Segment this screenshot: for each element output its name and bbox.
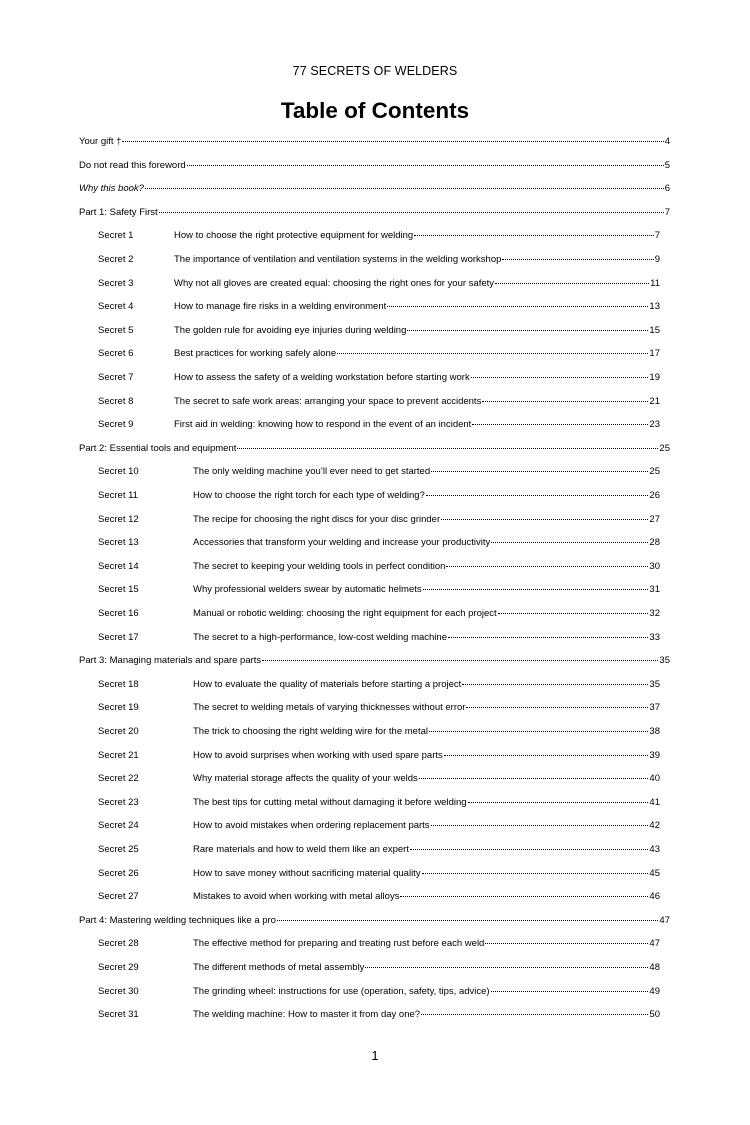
dot-leader <box>468 801 649 803</box>
toc-entry-page: 5 <box>664 159 670 171</box>
dot-leader <box>466 706 648 708</box>
dot-leader <box>491 990 649 992</box>
toc-entry-label: Secret 29 <box>98 962 139 973</box>
toc-secret-entry[interactable] <box>98 961 660 975</box>
toc-entry-page: 45 <box>649 867 660 879</box>
page-number: 1 <box>371 1048 379 1063</box>
toc-entry-page: 33 <box>649 631 660 643</box>
toc-entry-page: 39 <box>649 749 660 761</box>
toc-entry-page: 50 <box>649 1009 660 1021</box>
toc-entry-label: Secret 11 <box>98 490 138 501</box>
toc-entry-label: Secret 7 <box>98 372 134 383</box>
toc-secret-entry[interactable] <box>98 772 660 786</box>
toc-secret-entry[interactable] <box>98 843 660 857</box>
toc-secret-entry[interactable] <box>98 819 660 833</box>
toc-entry-title: The welding machine: How to master it from day one? <box>193 1009 421 1021</box>
toc-entry-page: 27 <box>649 513 660 525</box>
toc-entry-page: 21 <box>649 395 660 407</box>
dot-leader <box>122 140 663 142</box>
dot-leader <box>423 588 649 590</box>
toc-entry-page: 49 <box>649 985 660 997</box>
toc-entry-label: Secret 15 <box>98 584 139 596</box>
toc-section-entry[interactable] <box>79 442 670 456</box>
dot-leader <box>491 541 648 543</box>
toc-entry-label: Secret 28 <box>98 938 139 950</box>
toc-section-entry[interactable] <box>79 206 670 220</box>
toc-entry-page: 37 <box>649 702 660 714</box>
toc-entry-label: Secret 31 <box>98 1009 139 1021</box>
toc-entry-page: 6 <box>664 183 670 195</box>
toc-entry-page: 35 <box>659 655 670 667</box>
toc-entry-page: 42 <box>649 820 660 832</box>
toc-secret-entry[interactable] <box>98 725 660 739</box>
toc-entry-label: Secret 26 <box>98 867 139 879</box>
page-title: Table of Contents <box>280 98 470 123</box>
toc-entry-label: Secret 17 <box>98 631 139 643</box>
toc-secret-entry[interactable] <box>98 418 660 432</box>
toc-entry-title: How to choose the right torch for each type of welding? <box>193 490 425 501</box>
toc-section-entry[interactable] <box>79 182 670 196</box>
dot-leader <box>448 636 648 638</box>
toc-secret-entry[interactable] <box>98 560 660 574</box>
toc-entry-page: 23 <box>649 419 660 431</box>
toc-entry-label: Secret 21 <box>98 749 139 761</box>
toc-secret-entry[interactable] <box>98 347 660 361</box>
dot-leader <box>498 612 649 614</box>
toc-entry-page: 43 <box>649 844 660 855</box>
toc-secret-entry[interactable] <box>98 489 660 503</box>
toc-secret-entry[interactable] <box>98 1008 660 1022</box>
toc-secret-entry[interactable] <box>98 631 660 645</box>
toc-entry-page: 32 <box>649 608 660 619</box>
dot-leader <box>187 164 664 166</box>
toc-entry-title: Why this book? <box>79 183 144 195</box>
toc-secret-entry[interactable] <box>98 253 660 267</box>
toc-entry-title: How to manage fire risks in a welding environment <box>174 301 387 313</box>
toc-entry-title: The secret to safe work areas: arranging your space to prevent accidents <box>174 395 482 407</box>
dot-leader <box>414 234 653 236</box>
dot-leader <box>502 258 653 260</box>
dot-leader <box>237 447 658 449</box>
toc-entry-label: Secret 2 <box>98 254 134 265</box>
toc-entry-title: The secret to keeping your welding tools in perfect condition <box>193 560 446 572</box>
toc-entry-label: Secret 10 <box>98 466 139 478</box>
toc-entry-page: 7 <box>664 206 670 218</box>
toc-secret-entry[interactable] <box>98 890 660 904</box>
toc-section-entry[interactable] <box>79 135 670 149</box>
toc-entry-title: How to assess the safety of a welding workstation before starting work <box>174 372 470 383</box>
toc-section-entry[interactable] <box>79 159 670 173</box>
toc-entry-page: 15 <box>649 324 660 336</box>
dot-leader <box>422 872 649 874</box>
toc-entry-page: 11 <box>650 277 660 289</box>
toc-entry-title: The trick to choosing the right welding wire for the metal <box>193 726 428 737</box>
toc-entry-label: Secret 25 <box>98 844 139 855</box>
toc-entry-title: The secret to welding metals of varying thicknesses without error <box>193 702 466 714</box>
dot-leader <box>365 966 648 968</box>
toc-entry-page: 17 <box>649 348 660 360</box>
toc-entry-label: Secret 18 <box>98 678 139 690</box>
toc-entry-page: 7 <box>654 230 660 242</box>
toc-entry-title: The different methods of metal assembly <box>193 962 365 973</box>
dot-leader <box>441 518 648 520</box>
dot-leader <box>495 282 649 284</box>
toc-entry-title: How to avoid mistakes when ordering replacement parts <box>193 820 430 832</box>
toc-entry-title: Why professional welders swear by automatic helmets <box>193 584 422 596</box>
toc-entry-page: 19 <box>649 372 660 383</box>
toc-entry-label: Secret 27 <box>98 891 139 903</box>
dot-leader <box>482 400 648 402</box>
toc-secret-entry[interactable] <box>98 583 660 597</box>
toc-entry-label: Secret 24 <box>98 820 139 832</box>
dot-leader <box>426 494 649 496</box>
toc-entry-title: The secret to a high-performance, low-cost welding machine <box>193 631 447 643</box>
toc-entry-page: 40 <box>649 773 660 785</box>
toc-secret-entry[interactable] <box>98 371 660 385</box>
toc-entry-title: Why not all gloves are created equal: choosing the right ones for your safety <box>174 277 495 289</box>
toc-entry-page: 38 <box>649 726 660 737</box>
toc-entry-title: Part 3: Managing materials and spare parts <box>79 655 262 667</box>
toc-entry-label: Secret 1 <box>98 230 134 242</box>
toc-entry-page: 9 <box>654 254 660 265</box>
toc-entry-page: 25 <box>649 466 660 478</box>
toc-secret-entry[interactable] <box>98 277 660 291</box>
dot-leader <box>262 659 658 661</box>
toc-section-entry[interactable] <box>79 914 670 928</box>
dot-leader <box>429 730 648 732</box>
toc-entry-title: Do not read this foreword <box>79 159 186 171</box>
toc-entry-title: Part 4: Mastering welding techniques like a pro <box>79 914 276 926</box>
toc-entry-page: 46 <box>649 891 660 903</box>
toc-secret-entry[interactable] <box>98 300 660 314</box>
toc-entry-title: Part 2: Essential tools and equipment <box>79 442 237 454</box>
toc-entry-page: 26 <box>649 490 660 501</box>
toc-secret-entry[interactable] <box>98 324 660 338</box>
dot-leader <box>277 919 658 921</box>
toc-entry-page: 47 <box>659 914 670 926</box>
toc-entry-title: The grinding wheel: instructions for use (operation, safety, tips, advice) <box>193 985 490 997</box>
toc-entry-title: The only welding machine you’ll ever need to get started <box>193 466 431 478</box>
toc-entry-title: How to evaluate the quality of materials before starting a project <box>193 678 462 690</box>
toc-secret-entry[interactable] <box>98 937 660 951</box>
toc-entry-label: Secret 14 <box>98 560 139 572</box>
toc-entry-label: Secret 6 <box>98 348 134 360</box>
dot-leader <box>419 777 649 779</box>
toc-entry-title: Best practices for working safely alone <box>174 348 337 360</box>
dot-leader <box>462 683 648 685</box>
dot-leader <box>471 376 649 378</box>
toc-entry-page: 47 <box>649 938 660 950</box>
dot-leader <box>145 187 664 189</box>
toc-entry-title: Accessories that transform your welding and increase your productivity <box>193 537 491 549</box>
toc-entry-page: 13 <box>649 301 660 313</box>
dot-leader <box>410 848 648 850</box>
toc-secret-entry[interactable] <box>98 607 660 621</box>
toc-entry-label: Secret 3 <box>98 277 134 289</box>
toc-entry-label: Secret 19 <box>98 702 139 714</box>
toc-entry-label: Secret 9 <box>98 419 134 431</box>
toc-entry-title: The best tips for cutting metal without damaging it before welding <box>193 796 467 808</box>
toc-secret-entry[interactable] <box>98 536 660 550</box>
toc-entry-label: Secret 12 <box>98 513 139 525</box>
toc-entry-title: Your gift † <box>79 136 122 147</box>
toc-entry-title: How to avoid surprises when working with used spare parts <box>193 749 443 761</box>
toc-entry-page: 48 <box>649 962 660 973</box>
toc-section-entry[interactable] <box>79 654 670 668</box>
toc-entry-page: 28 <box>649 537 660 549</box>
dot-leader <box>159 211 664 213</box>
toc-entry-title: First aid in welding: knowing how to respond in the event of an incident <box>174 419 472 431</box>
dot-leader <box>387 305 648 307</box>
toc-entry-page: 25 <box>659 442 670 454</box>
toc-secret-entry[interactable] <box>98 867 660 881</box>
dot-leader <box>485 942 648 944</box>
toc-entry-title: How to save money without sacrificing material quality <box>193 867 421 879</box>
toc-entry-label: Secret 8 <box>98 395 134 407</box>
dot-leader <box>431 470 648 472</box>
toc-entry-page: 30 <box>649 560 660 572</box>
dot-leader <box>400 895 648 897</box>
toc-secret-entry[interactable] <box>98 513 660 527</box>
toc-secret-entry[interactable] <box>98 229 660 243</box>
toc-entry-label: Secret 22 <box>98 773 139 785</box>
toc-secret-entry[interactable] <box>98 465 660 479</box>
toc-entry-label: Secret 16 <box>98 608 139 619</box>
dot-leader <box>421 1013 648 1015</box>
toc-secret-entry[interactable] <box>98 796 660 810</box>
toc-entry-title: The effective method for preparing and treating rust before each weld <box>193 938 485 950</box>
toc-entry-page: 35 <box>649 678 660 690</box>
toc-secret-entry[interactable] <box>98 701 660 715</box>
toc-entry-page: 31 <box>649 584 660 596</box>
toc-entry-title: Mistakes to avoid when working with metal alloys <box>193 891 400 903</box>
toc-secret-entry[interactable] <box>98 749 660 763</box>
dot-leader <box>446 565 648 567</box>
dot-leader <box>407 329 648 331</box>
toc-entry-label: Secret 23 <box>98 796 139 808</box>
dot-leader <box>337 352 648 354</box>
toc-entry-label: Secret 4 <box>98 301 134 313</box>
toc-secret-entry[interactable] <box>98 395 660 409</box>
toc-entry-label: Secret 13 <box>98 537 139 549</box>
toc-entry-title: The golden rule for avoiding eye injuries during welding <box>174 324 407 336</box>
toc-entry-page: 41 <box>649 796 660 808</box>
dot-leader <box>431 824 649 826</box>
toc-entry-title: The recipe for choosing the right discs for your disc grinder <box>193 513 441 525</box>
dot-leader <box>472 423 648 425</box>
toc-entry-label: Secret 30 <box>98 985 139 997</box>
toc-entry-label: Secret 20 <box>98 726 139 737</box>
running-header: 77 SECRETS OF WELDERS <box>292 64 458 78</box>
toc-entry-page: 4 <box>664 136 670 147</box>
toc-entry-title: Manual or robotic welding: choosing the right equipment for each project <box>193 608 497 619</box>
toc-entry-title: How to choose the right protective equipment for welding <box>174 230 414 242</box>
toc-entry-title: The importance of ventilation and ventilation systems in the welding workshop <box>174 254 502 265</box>
toc-secret-entry[interactable] <box>98 985 660 999</box>
toc-entry-label: Secret 5 <box>98 324 134 336</box>
toc-entry-title: Why material storage affects the quality of your welds <box>193 773 418 785</box>
dot-leader <box>444 754 649 756</box>
toc-secret-entry[interactable] <box>98 678 660 692</box>
toc-entry-title: Part 1: Safety First <box>79 206 158 218</box>
toc-entry-title: Rare materials and how to weld them like an expert <box>193 844 409 855</box>
